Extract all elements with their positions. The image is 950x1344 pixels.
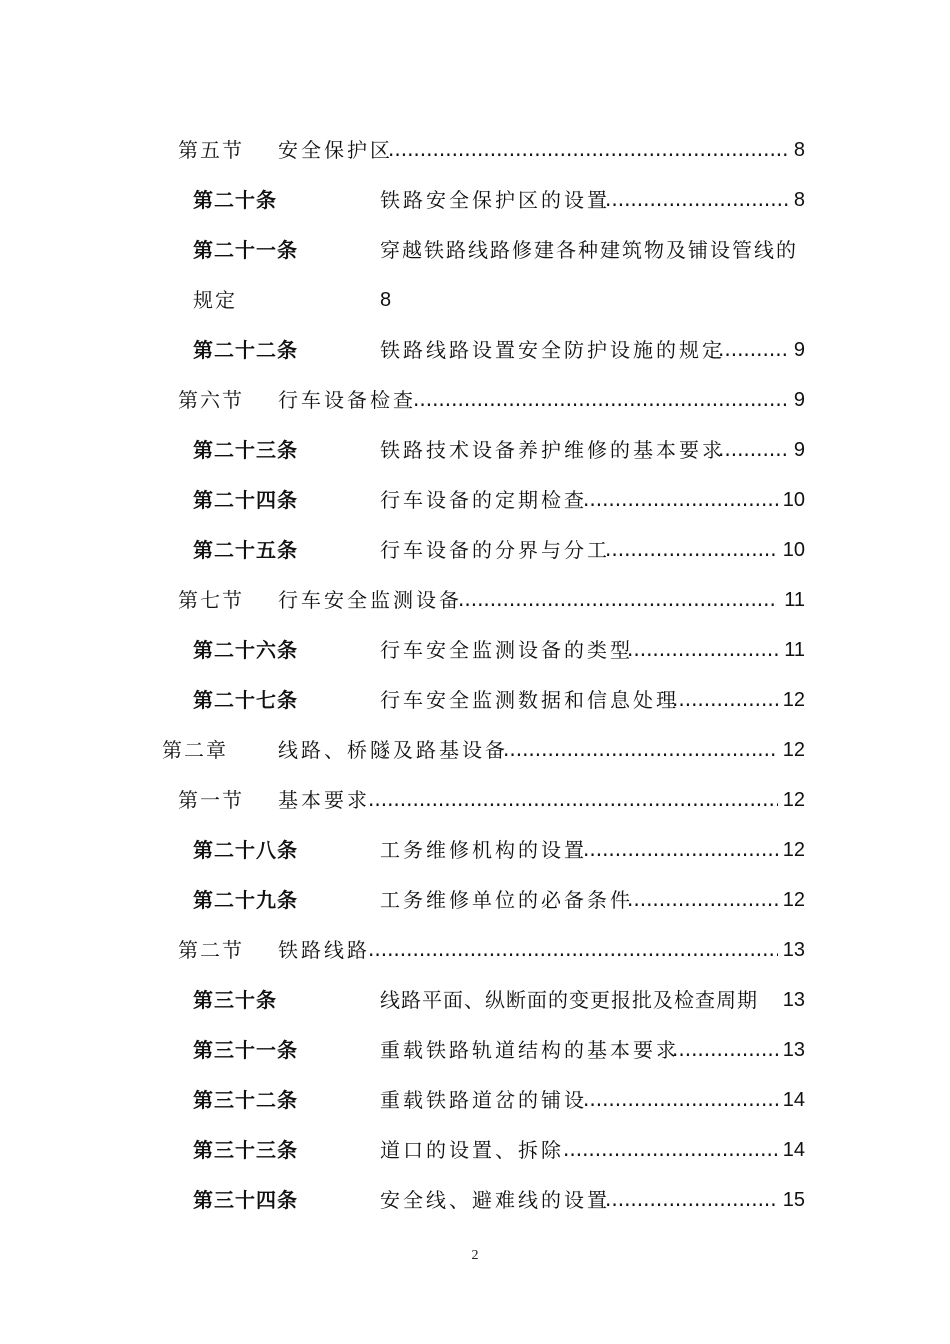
toc-entry-label: 第三十三条 (193, 1138, 298, 1162)
toc-article-entry[interactable] (0, 432, 950, 468)
toc-leader-dots (368, 931, 778, 967)
toc-leader-dots (503, 731, 778, 767)
toc-entry-title: 线路、桥隧及路基设备 (278, 738, 508, 762)
toc-leader-dots (563, 1131, 778, 1167)
toc-article-entry[interactable] (0, 1082, 950, 1118)
toc-entry-title: 铁路技术设备养护维修的基本要求 (380, 438, 725, 462)
toc-entry-label: 第二十四条 (193, 488, 298, 512)
toc-entry-label: 第六节 (178, 388, 244, 412)
toc-entry-title: 基本要求 (278, 788, 370, 812)
toc-page-number: 12 (782, 739, 805, 761)
toc-page-number: 12 (782, 839, 805, 861)
toc-article-entry[interactable] (0, 682, 950, 718)
toc-chapter-entry[interactable] (0, 732, 950, 768)
toc-leader-dots (583, 831, 778, 867)
toc-page-number: 9 (793, 339, 805, 361)
toc-leader-dots (627, 881, 778, 917)
toc-article-entry[interactable] (0, 482, 950, 518)
toc-entry-title: 工务维修单位的必备条件 (380, 888, 633, 912)
toc-entry-title: 铁路线路 (278, 938, 370, 962)
toc-leader-dots (583, 1081, 778, 1117)
toc-leader-dots (388, 131, 790, 167)
toc-entry-label: 第三十四条 (193, 1188, 298, 1212)
toc-article-entry[interactable] (0, 832, 950, 868)
toc-section-entry[interactable] (0, 782, 950, 818)
toc-entry-label: 第二节 (178, 938, 244, 962)
toc-entry-label: 第三十条 (193, 988, 277, 1012)
toc-leader-dots (605, 531, 778, 567)
toc-leader-dots (718, 331, 790, 367)
toc-section-entry[interactable] (0, 582, 950, 618)
toc-entry-title: 行车设备的定期检查 (380, 488, 587, 512)
toc-article-entry[interactable] (0, 1032, 950, 1068)
toc-page-number: 10 (782, 489, 805, 511)
toc-entry-label: 第二十八条 (193, 838, 298, 862)
toc-page-number: 8 (793, 139, 805, 161)
toc-entry-title: 穿越铁路线路修建各种建筑物及铺设管线的 (380, 238, 798, 262)
toc-article-entry[interactable] (0, 1132, 950, 1168)
toc-entry-label: 第二十六条 (193, 638, 298, 662)
toc-entry-title: 行车设备检查 (278, 388, 416, 412)
toc-entry-label: 第二十七条 (193, 688, 298, 712)
toc-page-number: 8 (793, 189, 805, 211)
toc-entry-title: 重载铁路道岔的铺设 (380, 1088, 587, 1112)
toc-leader-dots (718, 431, 790, 467)
toc-article-entry[interactable] (0, 982, 950, 1018)
toc-page-number: 8 (380, 289, 392, 311)
toc-page-number: 13 (782, 1039, 805, 1061)
toc-article-entry[interactable] (0, 1182, 950, 1218)
toc-entry-title: 行车安全监测设备的类型 (380, 638, 633, 662)
toc-entry-label: 第一节 (178, 788, 244, 812)
toc-entry-title: 线路平面、纵断面的变更报批及检查周期 (380, 988, 758, 1012)
toc-entry-title: 安全线、避难线的设置 (380, 1188, 610, 1212)
toc-article-entry[interactable] (0, 232, 950, 268)
toc-page-number: 14 (782, 1089, 805, 1111)
toc-page-number: 15 (782, 1189, 805, 1211)
toc-entry-label: 第七节 (178, 588, 244, 612)
toc-entry-title: 重载铁路轨道结构的基本要求 (380, 1038, 679, 1062)
toc-entry-title: 行车安全监测设备 (278, 588, 462, 612)
toc-leader-dots (583, 481, 778, 517)
toc-article-entry[interactable] (0, 532, 950, 568)
toc-entry-title: 工务维修机构的设置 (380, 838, 587, 862)
toc-section-entry[interactable] (0, 382, 950, 418)
toc-page-number: 11 (784, 639, 805, 661)
toc-article-entry[interactable] (0, 632, 950, 668)
toc-entry-label: 规定 (193, 288, 237, 312)
toc-entry-title: 铁路安全保护区的设置 (380, 188, 610, 212)
toc-entry-label: 第二十五条 (193, 538, 298, 562)
toc-entry-label: 第二十条 (193, 188, 277, 212)
toc-entry-title: 道口的设置、拆除 (380, 1138, 564, 1162)
toc-entry-label: 第二十九条 (193, 888, 298, 912)
toc-article-entry[interactable] (0, 332, 950, 368)
toc-leader-dots (605, 181, 790, 217)
toc-section-entry[interactable] (0, 932, 950, 968)
toc-leader-dots (605, 1181, 778, 1217)
toc-entry-label: 第二十三条 (193, 438, 298, 462)
toc-article-entry[interactable] (0, 182, 950, 218)
toc-leader-dots (672, 681, 778, 717)
toc-leader-dots (458, 581, 778, 617)
toc-page-number: 13 (782, 939, 805, 961)
toc-leader-dots (368, 781, 778, 817)
toc-entry-label: 第五节 (178, 138, 244, 162)
toc-page-number: 14 (782, 1139, 805, 1161)
toc-page-number: 10 (782, 539, 805, 561)
toc-entry-label: 第二十二条 (193, 338, 298, 362)
toc-continuation-line[interactable] (0, 282, 950, 318)
toc-page-number: 9 (793, 439, 805, 461)
toc-page-number: 11 (784, 589, 805, 611)
toc-entry-title: 铁路线路设置安全防护设施的规定 (380, 338, 725, 362)
toc-entry-title: 行车安全监测数据和信息处理 (380, 688, 679, 712)
page-footer-number: 2 (471, 1248, 479, 1263)
toc-section-entry[interactable] (0, 132, 950, 168)
toc-entry-title: 安全保护区 (278, 138, 393, 162)
toc-page-number: 12 (782, 689, 805, 711)
toc-page-number: 12 (782, 789, 805, 811)
toc-page-number: 12 (782, 889, 805, 911)
toc-page-number: 13 (782, 989, 805, 1011)
toc-leader-dots (413, 381, 790, 417)
toc-article-entry[interactable] (0, 882, 950, 918)
toc-entry-label: 第三十一条 (193, 1038, 298, 1062)
toc-leader-dots (627, 631, 778, 667)
toc-leader-dots (672, 1031, 778, 1067)
toc-entry-title: 行车设备的分界与分工 (380, 538, 610, 562)
toc-entry-label: 第二十一条 (193, 238, 298, 262)
toc-page-number: 9 (793, 389, 805, 411)
toc-entry-label: 第二章 (162, 738, 228, 762)
toc-entry-label: 第三十二条 (193, 1088, 298, 1112)
